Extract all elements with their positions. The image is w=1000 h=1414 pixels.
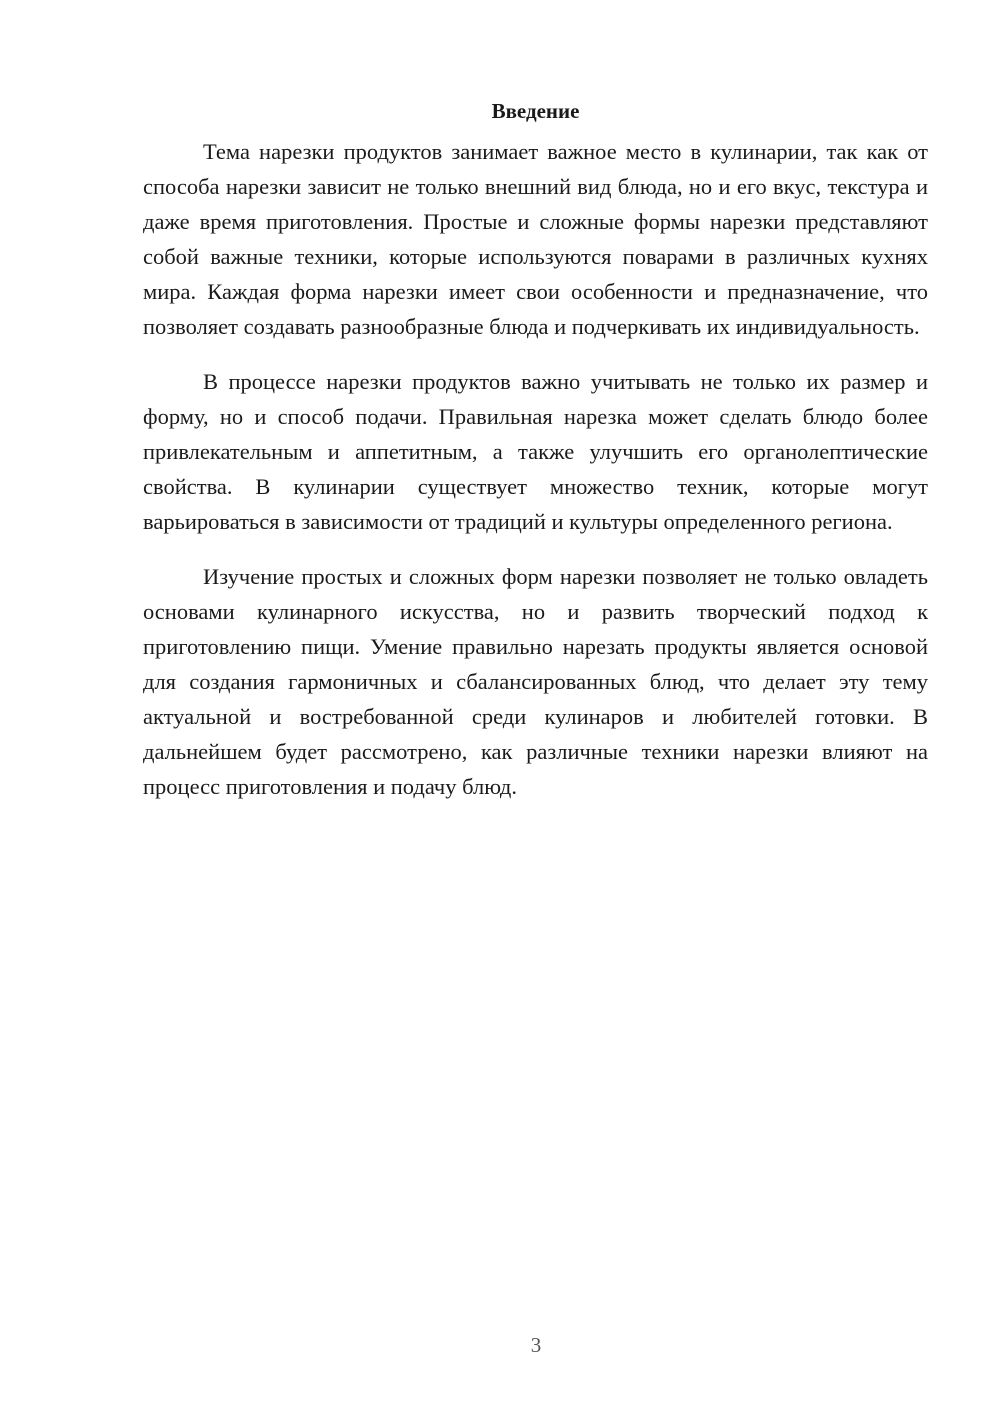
paragraph-1: Тема нарезки продуктов занимает важное место в кулинарии, так как от способа нарезки зависит не только внешний вид блюда, но и его вкус, текстура и даже время приготовления. Простые и сложные формы нарезки представляют собой важные техники, которые используются поварами в различных кухнях мира. Каждая форма нарезки имеет свои особенности и предназначение, что позволяет создавать разнообразные блюда и подчеркивать их индивидуальность. [143, 139, 928, 339]
document-body [143, 96, 928, 824]
paragraph-2: В процессе нарезки продуктов важно учитывать не только их размер и форму, но и способ подачи. Правильная нарезка может сделать блюдо более привлекательным и аппетитным, а также улучшить его органолептические свойства. В кулинарии существует множество техник, которые могут варьироваться в зависимости от традиций и культуры определенного региона. [143, 369, 928, 534]
section-title: Введение [491, 99, 580, 123]
page-number: 3 [530, 1333, 542, 1357]
paragraph-3: Изучение простых и сложных форм нарезки позволяет не только овладеть основами кулинарного искусства, но и развить творческий подход к приготовлению пищи. Умение правильно нарезать продукты является основой для создания гармоничных и сбалансированных блюд, что делает эту тему актуальной и востребованной среди кулинаров и любителей готовки. В дальнейшем будет рассмотрено, как различные техники нарезки влияют на процесс приготовления и подачу блюд. [143, 564, 928, 799]
